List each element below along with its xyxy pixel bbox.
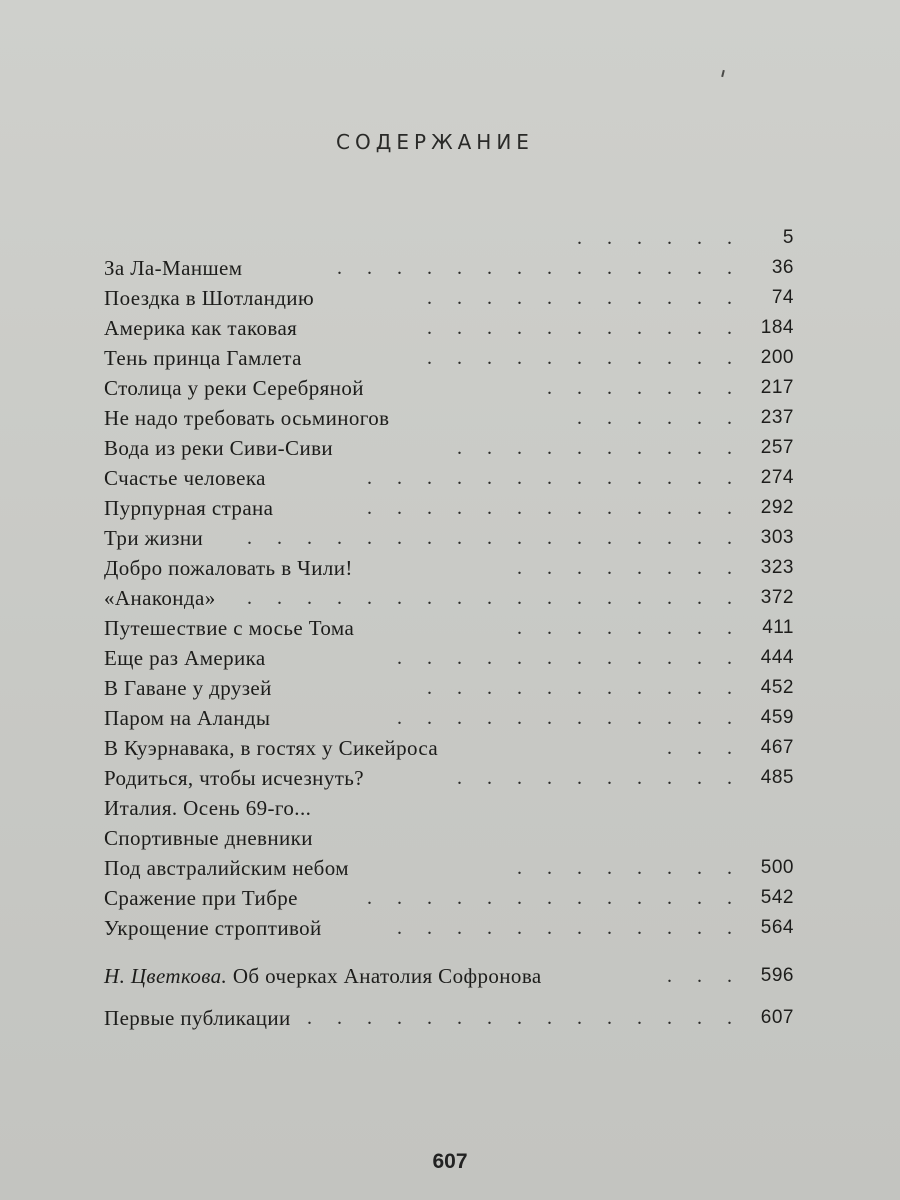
toc-entry-title xyxy=(104,961,542,991)
toc-entry-page: 467 xyxy=(760,737,794,758)
publications-entry xyxy=(104,1003,812,1033)
toc-entry-page: 303 xyxy=(760,527,794,548)
dot-leader: . . . . . . . . . . . . . xyxy=(367,887,742,909)
toc-entry xyxy=(104,253,812,283)
toc-entry-title: Первые публикации xyxy=(104,1006,291,1030)
toc-entry-page: 500 xyxy=(760,857,794,878)
afterword-author: Н. Цветкова. xyxy=(104,964,228,988)
toc-entry xyxy=(104,793,812,823)
toc-entry xyxy=(104,853,812,883)
toc-entry-title: Пурпурная страна xyxy=(104,496,274,520)
toc-entry-title: В Куэрнавака, в гостях у Сикейроса xyxy=(104,736,439,760)
toc-entry xyxy=(104,913,812,943)
toc-entry-page: 607 xyxy=(760,1007,794,1028)
toc-entry xyxy=(104,523,812,553)
toc-entry-page: 459 xyxy=(760,707,794,728)
toc-entry-title: Паром на Аланды xyxy=(104,706,271,730)
toc-entry-page: 542 xyxy=(760,887,794,908)
dot-leader: . . . . . . . . xyxy=(517,617,742,639)
toc-entry xyxy=(104,373,812,403)
dot-leader: . . . . . . . . . . . xyxy=(427,347,742,369)
toc-entry-title: Счастье человека xyxy=(104,466,266,490)
toc-entry-page: 184 xyxy=(760,317,794,338)
toc-entry-title: Сражение при Тибре xyxy=(104,886,298,910)
toc-entry-title: За Ла-Маншем xyxy=(104,256,243,280)
toc-entry-page: 74 xyxy=(771,287,794,308)
dot-leader: . . . xyxy=(667,965,742,987)
toc-entry-page: 323 xyxy=(760,557,794,578)
toc-entry xyxy=(104,313,812,343)
toc-entry-title: «Анаконда» xyxy=(104,586,216,610)
toc-entry-title: Спортивные дневники xyxy=(104,826,313,850)
toc-entry-page: 564 xyxy=(760,917,794,938)
dot-leader: . . . . . . . xyxy=(547,377,742,399)
toc-entry-page: 217 xyxy=(760,377,794,398)
toc-entry xyxy=(104,703,812,733)
toc-entry-title: Еще раз Америка xyxy=(104,646,266,670)
toc-entry-page: 372 xyxy=(760,587,794,608)
toc-entry-title: Вода из реки Сиви-Сиви xyxy=(104,436,334,460)
toc-entry-title: Поездка в Шотландию xyxy=(104,286,315,310)
dot-leader: . . . . . . . . . . . xyxy=(427,317,742,339)
toc-entry xyxy=(104,673,812,703)
toc-entry-page: 452 xyxy=(760,677,794,698)
toc-entry-page: 200 xyxy=(760,347,794,368)
toc-entry xyxy=(104,433,812,463)
toc-entry xyxy=(104,343,812,373)
toc-entry xyxy=(104,463,812,493)
toc-entry xyxy=(104,553,812,583)
dot-leader: . . . . . . . . . . . . . xyxy=(367,497,742,519)
toc-entry-title: Не надо требовать осьминогов xyxy=(104,406,390,430)
toc-entry xyxy=(104,613,812,643)
toc-entry-title: Столица у реки Серебряной xyxy=(104,376,364,400)
dot-leader: . . . . . . . . . . . . . . . . . xyxy=(247,587,742,609)
toc-entry-title: Добро пожаловать в Чили! xyxy=(104,556,353,580)
dot-leader: . . . xyxy=(667,737,742,759)
dot-leader: . . . . . . xyxy=(577,227,742,249)
table-of-contents xyxy=(104,223,812,1033)
toc-entry-page: 36 xyxy=(771,257,794,278)
dot-leader: . . . . . . . . xyxy=(517,857,742,879)
toc-entry-page: 5 xyxy=(782,227,794,248)
page-number: 607 xyxy=(432,1150,468,1173)
dot-leader: . . . . . . . . . . . . . xyxy=(367,467,742,489)
paper-speck xyxy=(721,70,725,77)
contents-heading: СОДЕРЖАНИЕ xyxy=(336,130,534,154)
toc-section-heading xyxy=(104,823,812,853)
dot-leader: . . . . . . . . . . . . . . xyxy=(337,257,742,279)
dot-leader: . . . . . . . . . . xyxy=(457,767,742,789)
toc-entry-page: 292 xyxy=(760,497,794,518)
toc-entry-page: 257 xyxy=(760,437,794,458)
dot-leader: . . . . . . xyxy=(577,407,742,429)
toc-entry-title: Италия. Осень 69-го... xyxy=(104,796,312,820)
toc-entry-page: 444 xyxy=(760,647,794,668)
afterword-entry xyxy=(104,961,812,991)
afterword-title: Об очерках Анатолия Софронова xyxy=(232,964,542,988)
toc-entry-title: Под австралийским небом xyxy=(104,856,349,880)
toc-entry-page: 274 xyxy=(760,467,794,488)
toc-entry-title: В Гаване у друзей xyxy=(104,676,272,700)
toc-entry-title: Путешествие с мосье Тома xyxy=(104,616,355,640)
dot-leader: . . . . . . . . . . . . . . . xyxy=(307,1007,742,1029)
toc-entry-title: Тень принца Гамлета xyxy=(104,346,302,370)
dot-leader: . . . . . . . . . . . xyxy=(427,287,742,309)
toc-entry-title: Укрощение строптивой xyxy=(104,916,322,940)
toc-entry-title: Родиться, чтобы исчезнуть? xyxy=(104,766,365,790)
toc-entry xyxy=(104,643,812,673)
dot-leader: . . . . . . . . . . xyxy=(457,437,742,459)
toc-entry-title: Три жизни xyxy=(104,526,204,550)
toc-entry-page: 411 xyxy=(762,617,794,638)
toc-entry-page: 237 xyxy=(760,407,794,428)
dot-leader: . . . . . . . . xyxy=(517,557,742,579)
toc-entry xyxy=(104,223,812,253)
toc-entry-title: Америка как таковая xyxy=(104,316,298,340)
toc-entry xyxy=(104,493,812,523)
toc-entry-page: 596 xyxy=(760,965,794,986)
dot-leader: . . . . . . . . . . . xyxy=(427,677,742,699)
toc-entry-page: 485 xyxy=(760,767,794,788)
toc-entry xyxy=(104,733,812,763)
dot-leader: . . . . . . . . . . . . xyxy=(397,917,742,939)
toc-entry xyxy=(104,283,812,313)
toc-entry xyxy=(104,883,812,913)
toc-entry xyxy=(104,763,812,793)
toc-entry xyxy=(104,583,812,613)
dot-leader: . . . . . . . . . . . . xyxy=(397,707,742,729)
toc-entry xyxy=(104,403,812,433)
dot-leader: . . . . . . . . . . . . xyxy=(397,647,742,669)
dot-leader: . . . . . . . . . . . . . . . . . xyxy=(247,527,742,549)
